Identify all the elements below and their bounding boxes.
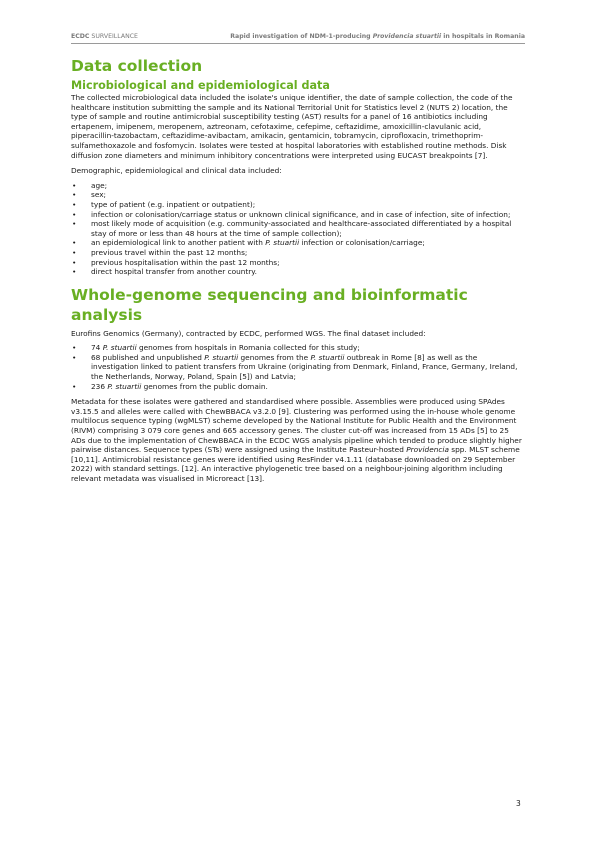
list-item: • most likely mode of acquisition (e.g. community-associated and healthcare-associated differentiated by a hospital stay of more or less than 48 hours at the time of sample collection); [72,219,512,238]
running-header [71,31,525,45]
list-item: • previous hospitalisation within the past 12 months; [72,257,280,267]
bullet-icon: • [72,267,77,277]
section-heading-wgs: Whole-genome sequencing and bioinformatic analysis [71,285,468,324]
bullet-icon: • [72,219,77,229]
bullet-icon: • [72,180,77,190]
bullet-icon: • [72,381,77,391]
bullet-icon: • [72,209,77,219]
header-divider [71,43,525,44]
header-document-title: Rapid investigation of NDM-1-producing Providencia stuartii in hospitals in Romania [230,33,525,40]
paragraph-microbiological-data: The collected microbiological data included the isolate's unique identifier, the date of sample collection, the code of the healthcare institution submitting the sample and its National Territorial Unit for Statistics level 2 (NUTS 2) location, the type of sample and routine antimicrobial susceptibility testing (AST) results for a panel of 16 antibiotics including ertapenem, imipenem, meropenem, aztreonam, cefotaxime, cefepime, ceftazidime, amoxicillin-clavulanic acid, piperacillin-tazobactam, ceftazidime-avibactam, amikacin, gentamicin, tobramycin, ciprofloxacin, trimethoprim-sulfamethoxazole and fosfomycin. Isolates were tested at hospital laboratories with established routine methods. Disk diffusion zone diameters and minimum inhibitory concentrations were interpreted using EUCAST breakpoints [7]. [71,93,513,160]
bullet-icon: • [72,190,77,200]
paragraph-demographic-intro: Demographic, epidemiological and clinical data included: [71,166,282,176]
bullet-icon: • [72,238,77,248]
list-item: • 236 P. stuartii genomes from the public domain. [72,381,268,391]
header-publication [71,33,138,40]
bullet-icon: • [72,343,77,353]
header-brand: ECDC [71,33,90,40]
list-item: • age; [72,180,108,190]
bullet-icon: • [72,257,77,267]
list-item: • 74 P. stuartii genomes from hospitals in Romania collected for this study; [72,343,360,353]
paragraph-wgs-intro: Eurofins Genomics (Germany), contracted by ECDC, performed WGS. The final dataset included: [71,328,426,338]
list-item: • previous travel within the past 12 months; [72,247,248,257]
paragraph-wgs-methods: Metadata for these isolates were gathered and standardised where possible. Assemblies were produced using SPAdes v3.15.5 and alleles were called with ChewBBACA v3.2.0 [9]. Clustering was performed using the in-house whole genome multilocus sequence typing (wgMLST) scheme developed by the National Institute for Public Health and the Environment (RIVM) comprising 3 079 core genes and 665 accessory genes. The cluster cut-off was increased from 15 ADs [5] to 25 ADs due to the implementation of ChewBBACA in the ECDC WGS analysis pipeline which tended to produce slightly higher pairwise distances. Sequence types (STs) were assigned using the Institute Pasteur-hosted Providencia spp. MLST scheme [10,11]. Antimicrobial resistance genes were identified using ResFinder v4.1.11 (database downloaded on 29 September 2022) with standard settings. [12]. An interactive phylogenetic tree based on a neighbour-joining algorithm including relevant metadata was visualised in Microreact [13]. [71,397,522,483]
list-item: • 68 published and unpublished P. stuartii genomes from the P. stuartii outbreak in Rome [8] as well as the investigation linked to patient transfers from Ukraine (originating from Denmark, Finland, France, Germany, Ireland, the Netherlands, Norway, Poland, Spain [5]) and Latvia; [72,352,518,382]
header-section: SURVEILLANCE [89,33,138,40]
bullet-icon: • [72,352,77,362]
section-heading-data-collection: Data collection [71,57,203,75]
list-item: • type of patient (e.g. inpatient or outpatient); [72,199,256,209]
list-item: • infection or colonisation/carriage status or unknown clinical significance, and in case of infection, site of infection; [72,209,511,219]
bullet-icon: • [72,199,77,209]
wgs-dataset-list [71,343,525,391]
list-item: • sex; [72,190,107,200]
page-body [71,56,525,484]
page-number: 3 [516,799,521,808]
demographic-data-list [71,181,525,277]
bullet-icon: • [72,247,77,257]
list-item: • an epidemiological link to another patient with P. stuartii infection or colonisation/carriage; [72,238,425,248]
list-item: • direct hospital transfer from another country. [72,267,257,277]
subheading-microbiological-data: Microbiological and epidemiological data [71,79,330,92]
